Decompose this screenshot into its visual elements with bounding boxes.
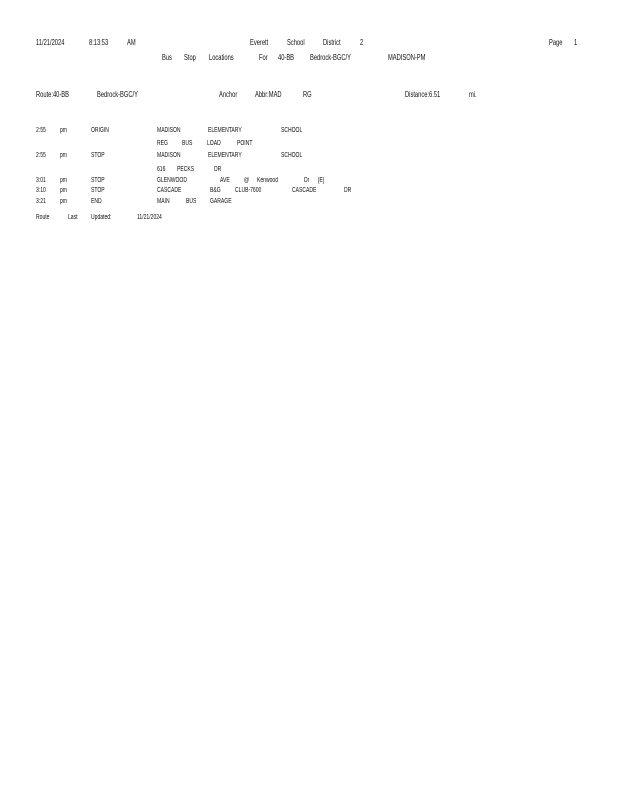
stop-location-word: MADISON: [157, 152, 181, 159]
route-distance: Distance:6.51: [405, 90, 441, 99]
stop-type: STOP: [91, 187, 105, 194]
stop-location-word: ELEMENTARY: [208, 152, 242, 159]
stop-ampm: pm: [60, 177, 68, 184]
stop-sub-word: POINT: [237, 140, 253, 147]
route-name: Bedrock-BGC/Y: [97, 90, 138, 99]
stop-location-word: ELEMENTARY: [208, 127, 242, 134]
stop-time: 3:10: [36, 187, 46, 194]
stop-location-word: MAIN: [157, 198, 170, 205]
route-rg: RG: [303, 90, 312, 99]
stop-sub-word: REG: [157, 140, 168, 147]
stop-sub-word: 616: [157, 166, 166, 173]
stop-ampm: pm: [60, 187, 68, 194]
stop-time: 2:55: [36, 152, 46, 159]
subtitle-word: Bus: [162, 53, 172, 62]
anchor-label: Anchor: [219, 90, 238, 99]
stop-location-word: AVE: [220, 177, 230, 184]
stop-type: STOP: [91, 177, 105, 184]
report-ampm: AM: [127, 38, 136, 47]
stop-type: STOP: [91, 152, 105, 159]
subtitle-run: MADISON-PM: [388, 53, 426, 62]
updated-word: Last: [68, 214, 78, 221]
subtitle-route-code: 40-BB: [278, 53, 295, 62]
stop-time: 2:55: [36, 127, 46, 134]
stop-time: 3:21: [36, 198, 46, 205]
anchor-abbr: Abbr:MAD: [255, 90, 282, 99]
stop-location-word: SCHOOL: [281, 152, 303, 159]
subtitle-route-name: Bedrock-BGC/Y: [310, 53, 351, 62]
stop-time: 3:01: [36, 177, 46, 184]
org-name-3: District: [323, 38, 341, 47]
stop-sub-word: PECKS: [177, 166, 195, 173]
stop-ampm: pm: [60, 198, 68, 205]
report-time: 8:13:53: [89, 38, 109, 47]
subtitle-word: For: [259, 53, 268, 62]
stop-location-word: BUS: [186, 198, 197, 205]
stop-location-word: [E]: [318, 177, 325, 184]
stop-location-word: CASCADE: [292, 187, 317, 194]
subtitle-word: Stop: [184, 53, 196, 62]
stop-sub-word: BUS: [182, 140, 193, 147]
stop-ampm: pm: [60, 152, 68, 159]
updated-word: Updated:: [91, 214, 112, 221]
stop-location-word: Dr: [304, 177, 310, 184]
page-label: Page: [549, 38, 563, 47]
page-number: 1: [574, 38, 578, 47]
stop-location-word: Kenwood: [257, 177, 279, 184]
stop-type: ORIGIN: [91, 127, 109, 134]
updated-word: Route: [36, 214, 50, 221]
stop-sub-word: LOAD: [207, 140, 221, 147]
stop-location-word: B&G: [210, 187, 221, 194]
stop-location-word: GLENWOOD: [157, 177, 187, 184]
stop-location-word: CLUB-7600: [235, 187, 262, 194]
stop-ampm: pm: [60, 127, 68, 134]
stop-location-word: GARAGE: [210, 198, 232, 205]
distance-unit: mi.: [469, 90, 477, 99]
stop-location-word: CASCADE: [157, 187, 182, 194]
stop-sub-word: DR: [214, 166, 222, 173]
route-id: Route:40-BB: [36, 90, 69, 99]
org-name-1: Everett: [250, 38, 269, 47]
stop-location-word: MADISON: [157, 127, 181, 134]
stop-location-word: SCHOOL: [281, 127, 303, 134]
stop-type: END: [91, 198, 102, 205]
stop-location-word: DR: [344, 187, 352, 194]
org-name-2: School: [287, 38, 305, 47]
subtitle-word: Locations: [209, 53, 234, 62]
report-date: 11/21/2024: [36, 38, 65, 47]
stop-location-word: @: [244, 177, 250, 184]
org-name-4: 2: [360, 38, 364, 47]
updated-date: 11/21/2024: [137, 214, 162, 221]
